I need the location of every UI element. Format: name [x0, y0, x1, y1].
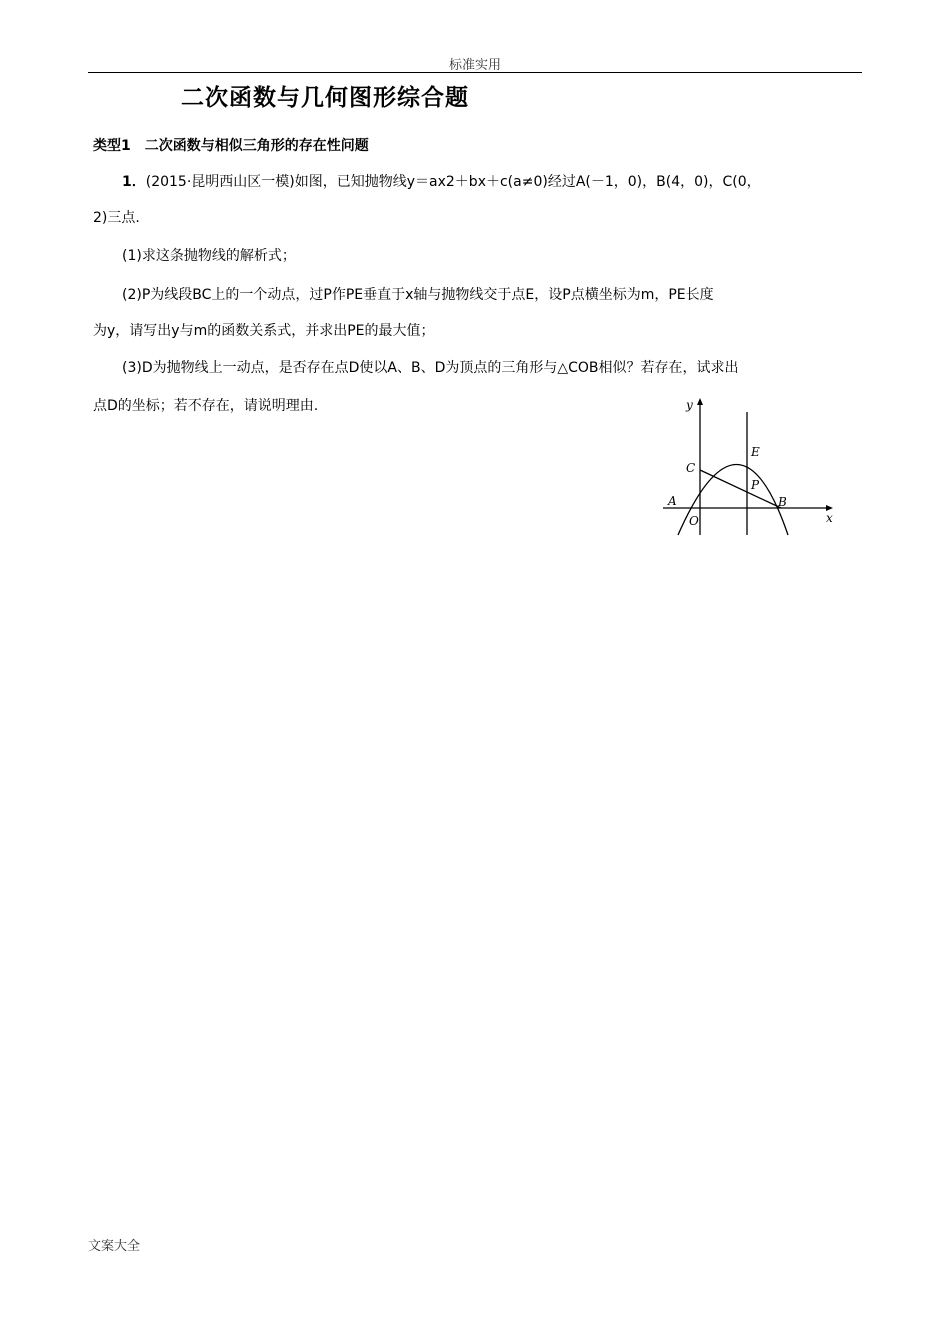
- label-x-axis: x: [826, 511, 833, 525]
- section-title: 类型1 二次函数与相似三角形的存在性问题: [93, 138, 369, 154]
- label-point-e: E: [751, 445, 760, 459]
- problem-part3-line2: 点D的坐标；若不存在，请说明理由.: [93, 398, 319, 414]
- label-point-p: P: [751, 478, 760, 492]
- label-point-b: B: [778, 495, 787, 509]
- problem-part2-line2: 为y，请写出y与m的函数关系式，并求出PE的最大值；: [93, 323, 435, 339]
- page-footer: 文案大全: [88, 1239, 141, 1254]
- label-y-axis: y: [686, 398, 693, 412]
- label-origin: O: [689, 514, 699, 528]
- problem-part1: (1)求这条抛物线的解析式；: [122, 248, 296, 264]
- problem-stem-text: (2015·昆明西山区一模)如图，已知抛物线y＝ax2＋bx＋c(a≠0)经过A(－1，0)，B(4，0)，C(0，: [145, 174, 761, 190]
- problem-part2-line1: (2)P为线段BC上的一个动点，过P作PE垂直于x轴与抛物线交于点E，设P点横坐标为m，PE长度: [122, 287, 714, 303]
- problem-stem-line2: 2)三点.: [93, 210, 140, 226]
- y-axis-arrow: [697, 398, 703, 405]
- segment-bc: [700, 470, 781, 508]
- problem-stem-line1: [122, 172, 761, 192]
- problem-part3-line1: (3)D为抛物线上一动点，是否存在点D使以A、B、D为顶点的三角形与△COB相似？若存在，试求出: [122, 360, 739, 376]
- label-point-a: A: [668, 494, 677, 508]
- header-rule: [88, 72, 862, 73]
- document-title: 二次函数与几何图形综合题: [181, 84, 469, 111]
- label-point-c: C: [686, 461, 696, 475]
- page-header: 标准实用: [448, 58, 501, 73]
- parabola-figure: [655, 394, 840, 539]
- problem-number: 1．: [122, 174, 146, 190]
